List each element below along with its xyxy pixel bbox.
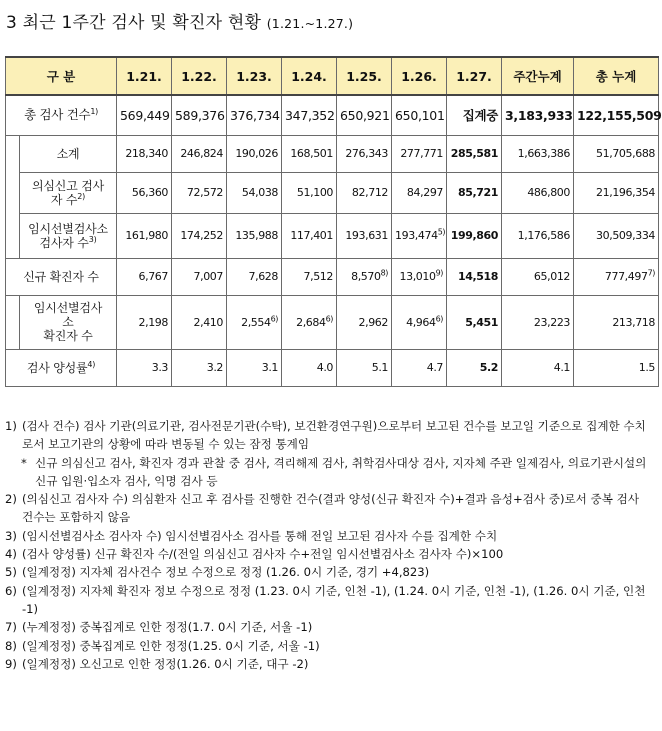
cell-value: 8,570$^{8)}$ — [337, 258, 392, 295]
positivity-row — [6, 349, 659, 386]
cell-value: 4.7 — [392, 349, 447, 386]
header-day: 1.23. — [227, 57, 282, 95]
row-label: 의심신고 검사 자 수$^{2)}$ — [20, 172, 117, 213]
stats-table — [5, 56, 662, 387]
header-grand-total: 총 누계 — [574, 57, 659, 95]
footnote: 9) (일계정정) 오신고로 인한 정정(1.26. 0시 기준, 대구 -2) — [5, 656, 309, 671]
cell-value: 85,721 — [447, 172, 502, 213]
footnote: 1) (검사 건수) 검사 기관(의료기관, 검사전문기관(수탁), 보건환경연구원)으로부터 보고된 건수를 보고일 기준으로 집계한 수치로서 보고기관의 상황에 따라 변동될 수 있는 잠정 통계임 — [5, 419, 646, 452]
row-label: 총 검사 건수$^{1)}$ — [6, 95, 117, 135]
cell-value: 5,451 — [447, 295, 502, 349]
cell-cumulative: 30,509,334 — [574, 213, 659, 258]
row-label: 임시선별검사 소 확진자 수 — [20, 295, 117, 349]
cell-value: 246,824 — [172, 135, 227, 172]
cell-weekly: 65,012 — [502, 258, 574, 295]
cell-weekly: 4.1 — [502, 349, 574, 386]
cell-value: 199,860 — [447, 213, 502, 258]
cell-cumulative: 1.5 — [574, 349, 659, 386]
cell-value: 3.2 — [172, 349, 227, 386]
cell-value: 285,581 — [447, 135, 502, 172]
cell-weekly: 486,800 — [502, 172, 574, 213]
cell-value: 650,101 — [392, 95, 447, 135]
footnote: 2) (의심신고 검사자 수) 의심환자 신고 후 검사를 진행한 건수(결과 양성(신규 확진자 수)+결과 음성+검사 중)로서 중복 검사 건수는 포함하지 않음 — [5, 492, 640, 525]
footnote: 8) (일계정정) 중복집계로 인한 정정(1.25. 0시 기준, 서울 -1) — [5, 638, 320, 653]
footnote: 5) (일계정정) 지자체 검사건수 정보 수정으로 정정 (1.26. 0시 기준, 경기 +4,823) — [5, 565, 430, 580]
cell-value: 2,684$^{6)}$ — [282, 295, 337, 349]
header-label: 구 분 — [6, 57, 117, 95]
cell-value: 7,628 — [227, 258, 282, 295]
cell-value: 161,980 — [117, 213, 172, 258]
cell-value: 376,734 — [227, 95, 282, 135]
footnote: 6) (일계정정) 지자체 확진자 정보 수정으로 정정 (1.23. 0시 기준, 인천 -1), (1.24. 0시 기준, 인천 -1), (1.26. 0시 기준, 인천 -1) — [5, 583, 646, 616]
cell-weekly: 1,663,386 — [502, 135, 574, 172]
cell-value: 4.0 — [282, 349, 337, 386]
cell-cumulative: 213,718 — [574, 295, 659, 349]
cell-value: 5.1 — [337, 349, 392, 386]
cell-value: 193,631 — [337, 213, 392, 258]
header-row — [6, 57, 659, 95]
header-day: 1.21. — [117, 57, 172, 95]
row-label: 임시선별검사소 검사자 수$^{3)}$ — [20, 213, 117, 258]
cell-cumulative: 777,497$^{7)}$ — [574, 258, 659, 295]
row-label: 소계 — [20, 135, 117, 172]
cell-cumulative: 51,705,688 — [574, 135, 659, 172]
cell-value: 82,712 — [337, 172, 392, 213]
header-day: 1.27. — [447, 57, 502, 95]
page-title — [6, 8, 353, 33]
footnotes — [5, 417, 650, 673]
new-cases-row — [6, 258, 659, 295]
subtotal-row — [6, 135, 659, 172]
cell-value: 569,449 — [117, 95, 172, 135]
cell-value: 7,007 — [172, 258, 227, 295]
cell-value: 3.1 — [227, 349, 282, 386]
cell-value: 5.2 — [447, 349, 502, 386]
cell-value: 3.3 — [117, 349, 172, 386]
header-day: 1.25. — [337, 57, 392, 95]
cell-value: 2,962 — [337, 295, 392, 349]
cell-value: 650,921 — [337, 95, 392, 135]
cell-value: 135,988 — [227, 213, 282, 258]
cell-value: 347,352 — [282, 95, 337, 135]
row-label: 검사 양성률$^{4)}$ — [6, 349, 117, 386]
cell-weekly: 3,183,933 — [502, 95, 574, 135]
temp-cases-row — [6, 295, 659, 349]
cell-value: 72,572 — [172, 172, 227, 213]
header-weekly-total: 주간누계 — [502, 57, 574, 95]
cell-value: 56,360 — [117, 172, 172, 213]
header-day: 1.24. — [282, 57, 337, 95]
cell-value: 2,410 — [172, 295, 227, 349]
cell-value: 2,198 — [117, 295, 172, 349]
cell-value: 277,771 — [392, 135, 447, 172]
cell-value: 193,474$^{5)}$ — [392, 213, 447, 258]
header-day: 1.22. — [172, 57, 227, 95]
cell-value: 190,026 — [227, 135, 282, 172]
cell-value: 54,038 — [227, 172, 282, 213]
footnote-sub: * 신규 의심신고 검사, 확진자 경과 관찰 중 검사, 격리해제 검사, 취학검사대상 검사, 지자체 주관 일제검사, 의료기관시설의 신규 입원·입소자 검사, 익명 검사 등 — [21, 455, 647, 488]
cell-value: 174,252 — [172, 213, 227, 258]
temporary-row — [6, 213, 659, 258]
cell-weekly: 23,223 — [502, 295, 574, 349]
total-tests-row — [6, 95, 659, 135]
cell-value: 84,297 — [392, 172, 447, 213]
cell-value: 589,376 — [172, 95, 227, 135]
cell-value: 276,343 — [337, 135, 392, 172]
cell-value: 6,767 — [117, 258, 172, 295]
cell-value: 168,501 — [282, 135, 337, 172]
cell-value: 7,512 — [282, 258, 337, 295]
row-label: 신규 확진자 수 — [6, 258, 117, 295]
cell-value: 13,010$^{9)}$ — [392, 258, 447, 295]
footnote: 7) (누계정정) 중복집계로 인한 정정(1.7. 0시 기준, 서울 -1) — [5, 620, 313, 635]
cell-value: 117,401 — [282, 213, 337, 258]
title-date-range: (1.21.~1.27.) — [266, 16, 354, 31]
cell-cumulative: 21,196,354 — [574, 172, 659, 213]
footnote: 4) (검사 양성률) 신규 확진자 수/(전일 의심신고 검사자 수+전일 임시선별검사소 검사자 수)×100 — [5, 547, 504, 562]
cell-weekly: 1,176,586 — [502, 213, 574, 258]
header-day: 1.26. — [392, 57, 447, 95]
cell-value: 집계중 — [447, 95, 502, 135]
cell-value: 14,518 — [447, 258, 502, 295]
cell-value: 2,554$^{6)}$ — [227, 295, 282, 349]
cell-value: 218,340 — [117, 135, 172, 172]
title-main: 3 최근 1주간 검사 및 확진자 현황 — [6, 13, 262, 33]
footnote: 3) (임시선별검사소 검사자 수) 임시선별검사소 검사를 통해 전일 보고된 검사자 수를 집계한 수치 — [5, 528, 498, 543]
cell-value: 4,964$^{6)}$ — [392, 295, 447, 349]
cell-value: 51,100 — [282, 172, 337, 213]
cell-cumulative: 122,155,509 — [574, 95, 659, 135]
suspected-row — [6, 172, 659, 213]
